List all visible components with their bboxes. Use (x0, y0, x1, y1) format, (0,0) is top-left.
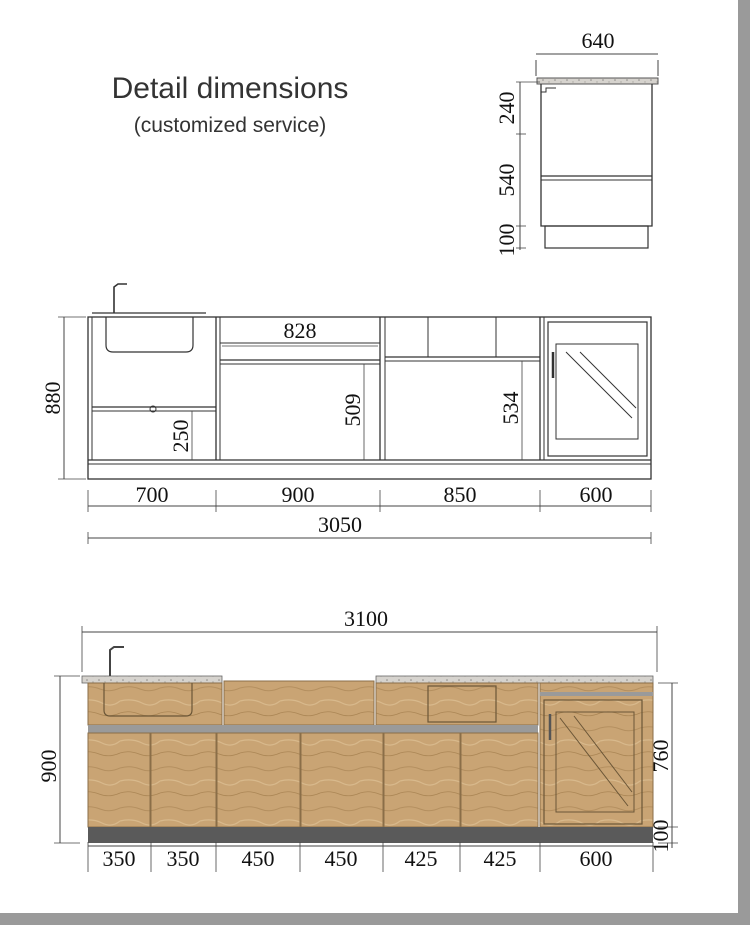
finished-width-label-1: 350 (102, 846, 136, 871)
plinth (88, 827, 653, 843)
side-height-label-bottom: 100 (494, 223, 519, 257)
finished-width-label-5: 425 (404, 846, 438, 871)
sink-basin (106, 317, 193, 352)
frame-height-label: 880 (40, 381, 65, 415)
faucet-icon (114, 284, 127, 313)
door-4 (301, 733, 383, 827)
finished-width-label-7: 600 (579, 846, 613, 871)
finished-height-label: 900 (36, 749, 61, 783)
countertop-right (376, 676, 653, 683)
frame-inner-height-label-a: 509 (340, 393, 365, 427)
page-subtitle: (customized service) (133, 114, 327, 137)
glass-door (548, 322, 647, 456)
finished-cabinet-height-label: 760 (648, 739, 673, 773)
frame-width-label-2: 900 (281, 482, 315, 507)
side-cabinet-body (541, 84, 652, 226)
finished-total-width-label: 3100 (344, 606, 388, 631)
upper-front-sink (88, 683, 222, 725)
side-view (516, 54, 658, 250)
frame-inner-width-label: 828 (283, 318, 317, 343)
upper-front-right (376, 683, 538, 725)
door-2 (151, 733, 216, 827)
side-height-label-top: 240 (494, 91, 519, 125)
frame-outline (88, 317, 651, 479)
display-cabinet (540, 683, 653, 827)
frame-width-label-3: 850 (443, 482, 477, 507)
front-finished-view (54, 626, 678, 872)
frame-width-label-4: 600 (579, 482, 613, 507)
door-5 (384, 733, 460, 827)
frame-inner-height-label-b: 534 (498, 391, 523, 425)
faucet-icon (110, 647, 124, 676)
side-countertop (537, 78, 658, 84)
frame-drawer-height-label: 250 (168, 419, 193, 453)
frame-width-label-1: 700 (135, 482, 169, 507)
countertop-left (82, 676, 222, 683)
door-3 (217, 733, 300, 827)
upper-front-middle (224, 681, 374, 725)
finished-width-label-2: 350 (166, 846, 200, 871)
finished-width-label-3: 450 (241, 846, 275, 871)
side-height-label-middle: 540 (494, 163, 519, 197)
finished-plinth-height-label: 100 (648, 819, 673, 853)
finished-width-label-6: 425 (483, 846, 517, 871)
door-1 (88, 733, 150, 827)
frame-total-width-label: 3050 (318, 512, 362, 537)
door-6 (461, 733, 538, 827)
handle-channel (88, 725, 538, 733)
page-title: Detail dimensions (111, 72, 349, 105)
side-plinth (545, 226, 648, 248)
finished-width-label-4: 450 (324, 846, 358, 871)
side-width-label: 640 (581, 28, 615, 53)
